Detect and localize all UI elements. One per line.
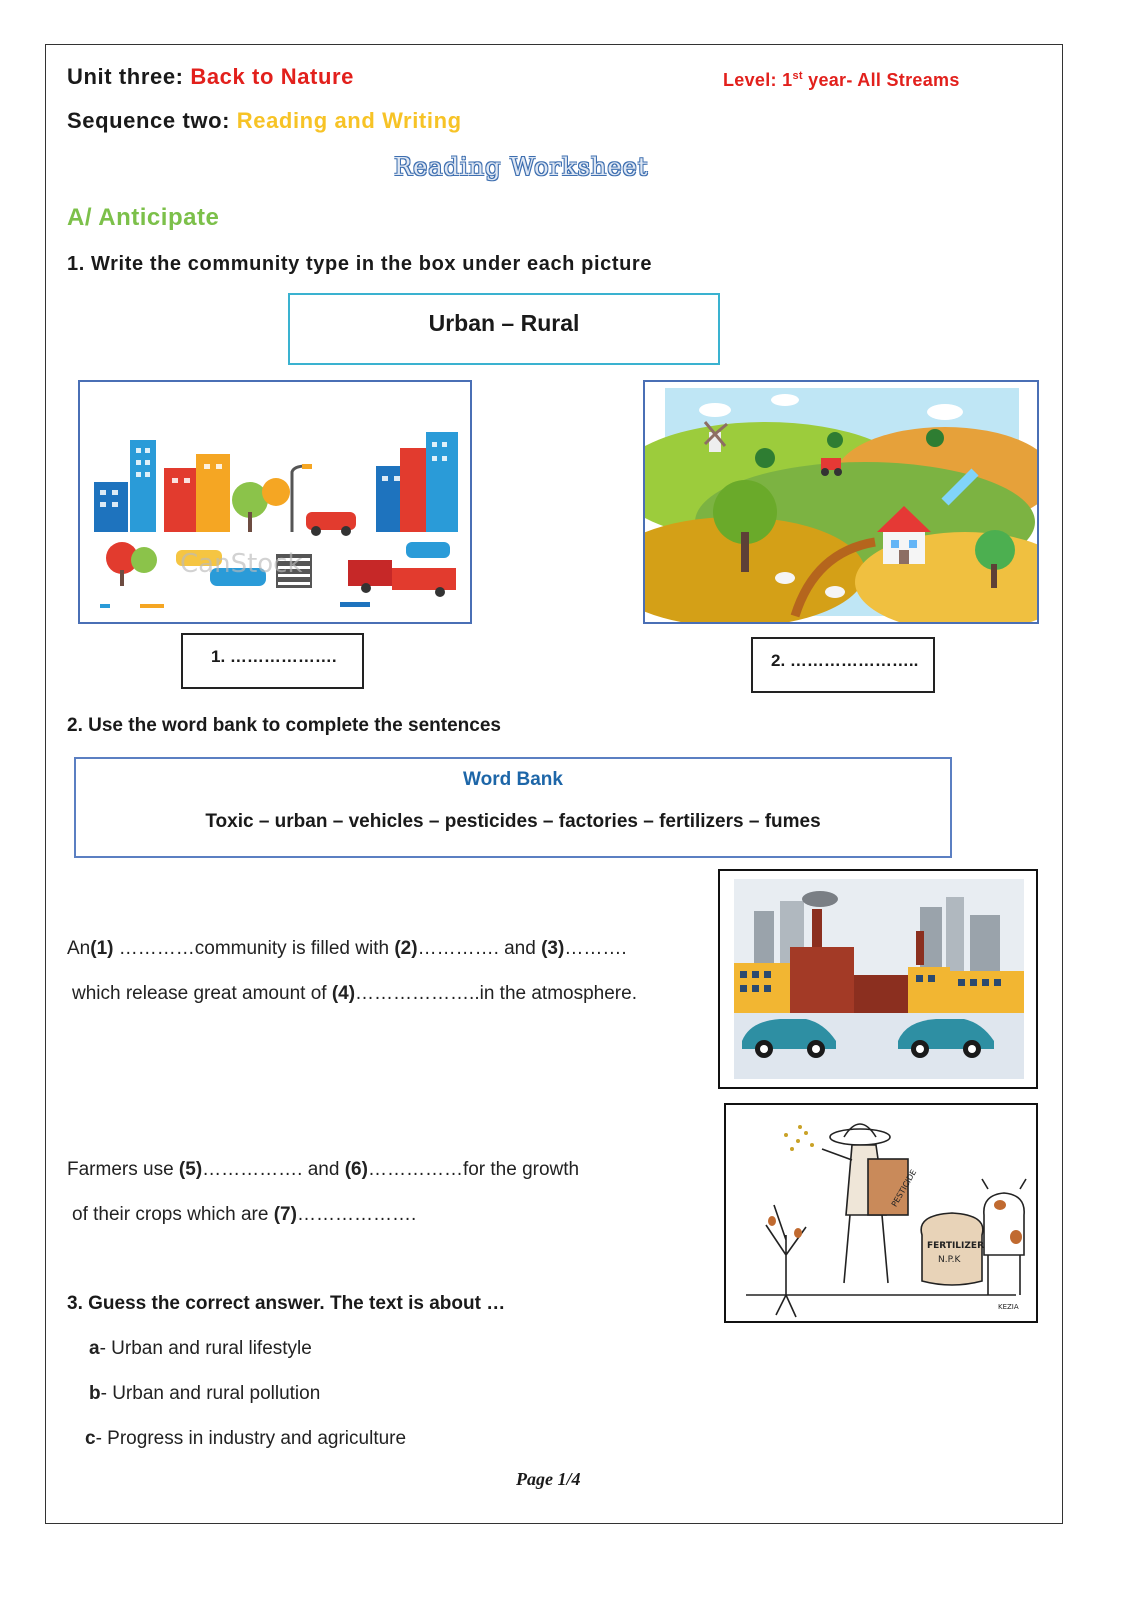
blank-number-6: (6) bbox=[344, 1159, 368, 1180]
answer-box-2[interactable]: 2. ………………….. bbox=[751, 637, 935, 693]
question-3: 3. Guess the correct answer. The text is about … bbox=[67, 1293, 506, 1314]
factory-traffic-illustration bbox=[718, 869, 1038, 1089]
blank-number-2: (2) bbox=[394, 938, 418, 959]
option-text: - Progress in industry and agriculture bbox=[95, 1428, 407, 1449]
sentence-line-4 bbox=[72, 1204, 416, 1226]
unit-title: Back to Nature bbox=[190, 64, 354, 89]
option-letter: c bbox=[85, 1428, 96, 1449]
artist-signature: KEZIA bbox=[998, 1303, 1019, 1311]
word-bank-title: Word Bank bbox=[463, 769, 563, 790]
question-2: 2. Use the word bank to complete the sentences bbox=[67, 715, 501, 736]
choices-box: Urban – Rural bbox=[288, 293, 720, 365]
sentence-text: ………………. bbox=[296, 1204, 417, 1225]
sentence-text: ……………for the growth bbox=[367, 1159, 580, 1180]
sentence-text: …………community is filled with bbox=[113, 938, 395, 959]
option-text: - Urban and rural lifestyle bbox=[99, 1338, 312, 1359]
option-c[interactable] bbox=[85, 1428, 406, 1450]
blank-number-5: (5) bbox=[178, 1159, 203, 1180]
level-superscript: st bbox=[792, 70, 803, 82]
sentence-text: …………. and bbox=[417, 938, 542, 959]
factory-drawing bbox=[720, 871, 1036, 1087]
urban-city-illustration bbox=[78, 380, 472, 624]
word-bank-words: Toxic – urban – vehicles – pesticides – factories – fertilizers – fumes bbox=[205, 811, 821, 832]
option-b[interactable] bbox=[89, 1383, 320, 1405]
sentence-text: ………………..in the atmosphere. bbox=[355, 983, 637, 1004]
blank-number-4: (4) bbox=[331, 983, 356, 1004]
unit-heading bbox=[67, 64, 354, 90]
blank-number-7: (7) bbox=[273, 1204, 297, 1225]
countryside-drawing bbox=[645, 382, 1037, 622]
answer-box-1[interactable]: 1. ………………. bbox=[181, 633, 364, 689]
sequence-label: Sequence two: bbox=[67, 108, 231, 133]
sentence-text: An bbox=[67, 938, 91, 959]
option-letter: a bbox=[89, 1338, 100, 1359]
rural-countryside-illustration bbox=[643, 380, 1039, 624]
sentence-text: ……………. and bbox=[202, 1159, 345, 1180]
sentence-line-3 bbox=[67, 1159, 579, 1181]
sequence-heading bbox=[67, 108, 462, 134]
option-letter: b bbox=[89, 1383, 101, 1404]
level-heading bbox=[723, 70, 960, 91]
farmer-drawing bbox=[726, 1105, 1036, 1321]
farmer-spraying-illustration bbox=[724, 1103, 1038, 1323]
sentence-text: which release great amount of bbox=[72, 983, 332, 1004]
section-a-title: A/ Anticipate bbox=[67, 204, 220, 231]
question-1: 1. Write the community type in the box under each picture bbox=[67, 253, 653, 275]
sentence-text: Farmers use bbox=[67, 1159, 179, 1180]
city-watermark: CanStock bbox=[180, 549, 303, 579]
worksheet-title: Reading Worksheet bbox=[394, 153, 649, 181]
sequence-title: Reading and Writing bbox=[236, 108, 462, 133]
page-number: Page 1/4 bbox=[516, 1469, 581, 1489]
level-label: Level: 1 bbox=[723, 70, 793, 90]
blank-number-1: (1) bbox=[90, 938, 114, 959]
option-a[interactable] bbox=[89, 1338, 312, 1360]
blank-number-3: (3) bbox=[541, 938, 565, 959]
sentence-line-2 bbox=[72, 983, 637, 1005]
fertilizer-npk: N.P.K bbox=[938, 1255, 961, 1265]
level-rest: year- All Streams bbox=[802, 70, 960, 90]
sentence-text: of their crops which are bbox=[72, 1204, 274, 1225]
fertilizer-label: FERTILIZER bbox=[927, 1241, 984, 1251]
sentence-line-1 bbox=[67, 938, 627, 960]
city-drawing bbox=[80, 382, 470, 622]
sentence-text: ………. bbox=[564, 938, 627, 959]
option-text: - Urban and rural pollution bbox=[100, 1383, 321, 1404]
unit-label: Unit three: bbox=[67, 64, 184, 89]
pesticide-label: PESTICIDE bbox=[889, 1168, 919, 1209]
word-bank-box bbox=[74, 757, 952, 858]
